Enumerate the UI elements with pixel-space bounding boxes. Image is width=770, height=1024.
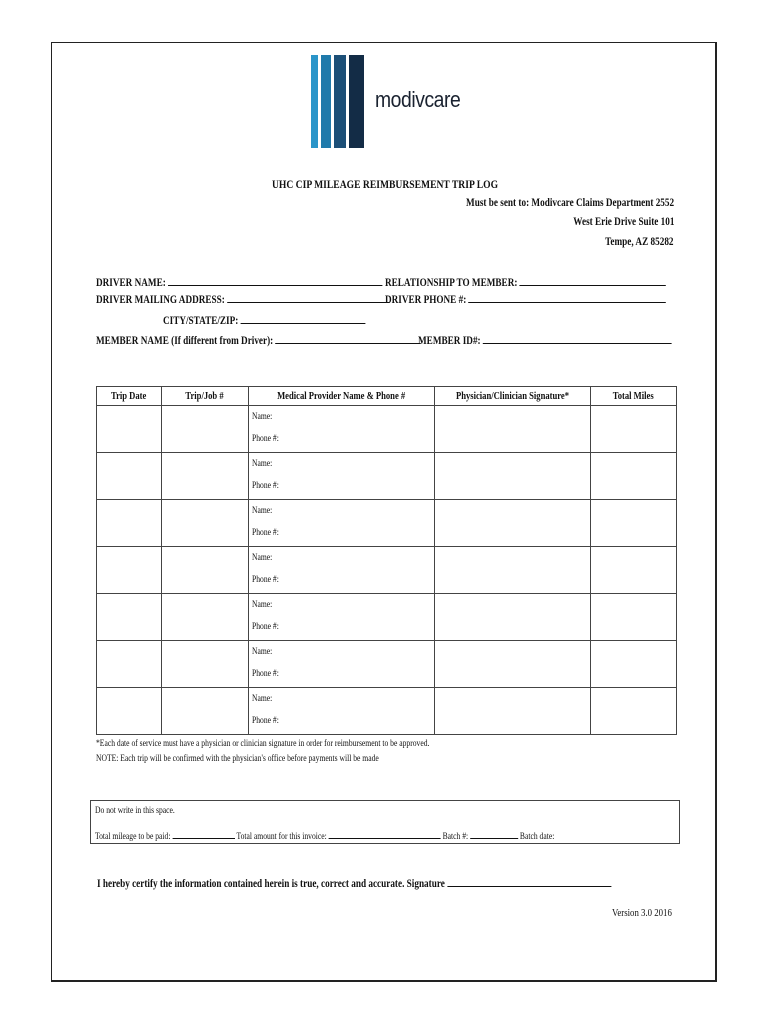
driver-phone-line[interactable] (469, 292, 667, 303)
driver-address-line[interactable] (227, 292, 389, 303)
office-use-line (95, 829, 554, 842)
total-mileage-line (172, 829, 234, 839)
trip-date-cell[interactable] (97, 688, 162, 735)
col-signature: Physician/Clinician Signature* (435, 387, 591, 406)
table-row (97, 688, 677, 735)
total-amount-label: Total amount for this invoice: (236, 832, 327, 842)
provider-name-label: Name: (252, 694, 273, 704)
total-miles-cell[interactable] (591, 406, 677, 453)
member-name-line[interactable] (276, 333, 422, 344)
trip-date-cell[interactable] (97, 406, 162, 453)
trip-job-cell[interactable] (162, 547, 249, 594)
trip-date-cell[interactable] (97, 453, 162, 500)
member-name-field[interactable] (96, 333, 421, 347)
signature-note: *Each date of service must have a physician or clinician signature in order for reimbursement to be approved. (96, 739, 430, 749)
trip-date-cell[interactable] (97, 641, 162, 688)
confirm-note: NOTE: Each trip will be confirmed with the physician's office before payments will be made (96, 754, 379, 764)
send-to-line-2: West Erie Drive Suite 101 (572, 216, 674, 228)
total-mileage-label: Total mileage to be paid: (95, 832, 171, 842)
provider-cell[interactable] (249, 688, 435, 735)
provider-phone-label: Phone #: (252, 481, 279, 491)
table-header-row (97, 387, 677, 406)
member-id-line[interactable] (483, 333, 672, 344)
trip-date-cell[interactable] (97, 594, 162, 641)
table-row (97, 594, 677, 641)
trip-job-cell[interactable] (162, 406, 249, 453)
provider-name-label: Name: (252, 647, 273, 657)
signature-cell[interactable] (435, 500, 591, 547)
table-row (97, 547, 677, 594)
total-amount-line (329, 829, 441, 839)
trip-date-cell[interactable] (97, 500, 162, 547)
batch-no-label: Batch #: (442, 832, 469, 842)
table-row (97, 453, 677, 500)
city-state-zip-line[interactable] (241, 313, 366, 324)
provider-cell[interactable] (249, 547, 435, 594)
trip-job-cell[interactable] (162, 500, 249, 547)
logo-wordmark: modivcare (375, 87, 461, 112)
signature-cell[interactable] (435, 594, 591, 641)
provider-cell[interactable] (249, 594, 435, 641)
signature-cell[interactable] (435, 688, 591, 735)
trip-job-cell[interactable] (162, 453, 249, 500)
trip-log-table (96, 386, 677, 735)
provider-cell[interactable] (249, 500, 435, 547)
version-label: Version 3.0 2016 (612, 907, 672, 919)
total-miles-cell[interactable] (591, 641, 677, 688)
total-miles-cell[interactable] (591, 688, 677, 735)
total-miles-cell[interactable] (591, 500, 677, 547)
col-total-miles: Total Miles (591, 387, 677, 406)
office-use-box (90, 800, 680, 844)
col-trip-job: Trip/Job # (162, 387, 249, 406)
certification-line[interactable] (97, 876, 611, 890)
provider-name-label: Name: (252, 600, 273, 610)
relationship-field[interactable] (385, 275, 666, 289)
provider-phone-label: Phone #: (252, 575, 279, 585)
provider-name-label: Name: (252, 412, 273, 422)
certification-signature-line[interactable] (447, 876, 611, 887)
driver-name-field[interactable] (96, 275, 382, 289)
member-id-field[interactable] (418, 333, 672, 347)
provider-phone-label: Phone #: (252, 716, 279, 726)
provider-phone-label: Phone #: (252, 434, 279, 444)
modivcare-logo (311, 55, 471, 150)
batch-date-label: Batch date: (519, 832, 555, 842)
trip-job-cell[interactable] (162, 688, 249, 735)
driver-address-label: DRIVER MAILING ADDRESS: (96, 294, 225, 306)
provider-name-label: Name: (252, 506, 273, 516)
logo-bar-4 (349, 55, 364, 148)
driver-phone-field[interactable] (385, 292, 666, 306)
city-state-zip-field[interactable] (163, 313, 365, 327)
provider-cell[interactable] (249, 453, 435, 500)
trip-date-cell[interactable] (97, 547, 162, 594)
member-id-label: MEMBER ID#: (418, 335, 481, 347)
table-row (97, 641, 677, 688)
provider-name-label: Name: (252, 553, 273, 563)
driver-name-label: DRIVER NAME: (96, 277, 166, 289)
provider-phone-label: Phone #: (252, 622, 279, 632)
relationship-label: RELATIONSHIP TO MEMBER: (385, 277, 518, 289)
signature-cell[interactable] (435, 453, 591, 500)
table-row (97, 406, 677, 453)
provider-name-label: Name: (252, 459, 273, 469)
batch-no-line (470, 829, 518, 839)
provider-cell[interactable] (249, 641, 435, 688)
provider-cell[interactable] (249, 406, 435, 453)
signature-cell[interactable] (435, 406, 591, 453)
total-miles-cell[interactable] (591, 453, 677, 500)
total-miles-cell[interactable] (591, 547, 677, 594)
trip-job-cell[interactable] (162, 594, 249, 641)
office-use-heading: Do not write in this space. (95, 806, 175, 816)
relationship-line[interactable] (520, 275, 666, 286)
trip-job-cell[interactable] (162, 641, 249, 688)
driver-name-line[interactable] (168, 275, 382, 286)
city-state-zip-label: CITY/STATE/ZIP: (163, 315, 239, 327)
driver-phone-label: DRIVER PHONE #: (385, 294, 467, 306)
logo-bar-1 (311, 55, 318, 148)
col-trip-date: Trip Date (97, 387, 162, 406)
certification-text: I hereby certify the information contained herein is true, correct and accurate. Signature (97, 878, 445, 890)
provider-phone-label: Phone #: (252, 528, 279, 538)
provider-phone-label: Phone #: (252, 669, 279, 679)
total-miles-cell[interactable] (591, 594, 677, 641)
table-row (97, 500, 677, 547)
send-to-line-3: Tempe, AZ 85282 (605, 236, 674, 248)
signature-cell[interactable] (435, 641, 591, 688)
form-title: UHC CIP MILEAGE REIMBURSEMENT TRIP LOG (271, 177, 499, 191)
col-provider: Medical Provider Name & Phone # (249, 387, 435, 406)
logo-bar-3 (334, 55, 346, 148)
signature-cell[interactable] (435, 547, 591, 594)
member-name-label: MEMBER NAME (If different from Driver): (96, 335, 274, 347)
send-to-line-1: Must be sent to: Modivcare Claims Department 2552 (465, 197, 674, 209)
driver-address-field[interactable] (96, 292, 390, 306)
logo-bar-2 (321, 55, 331, 148)
